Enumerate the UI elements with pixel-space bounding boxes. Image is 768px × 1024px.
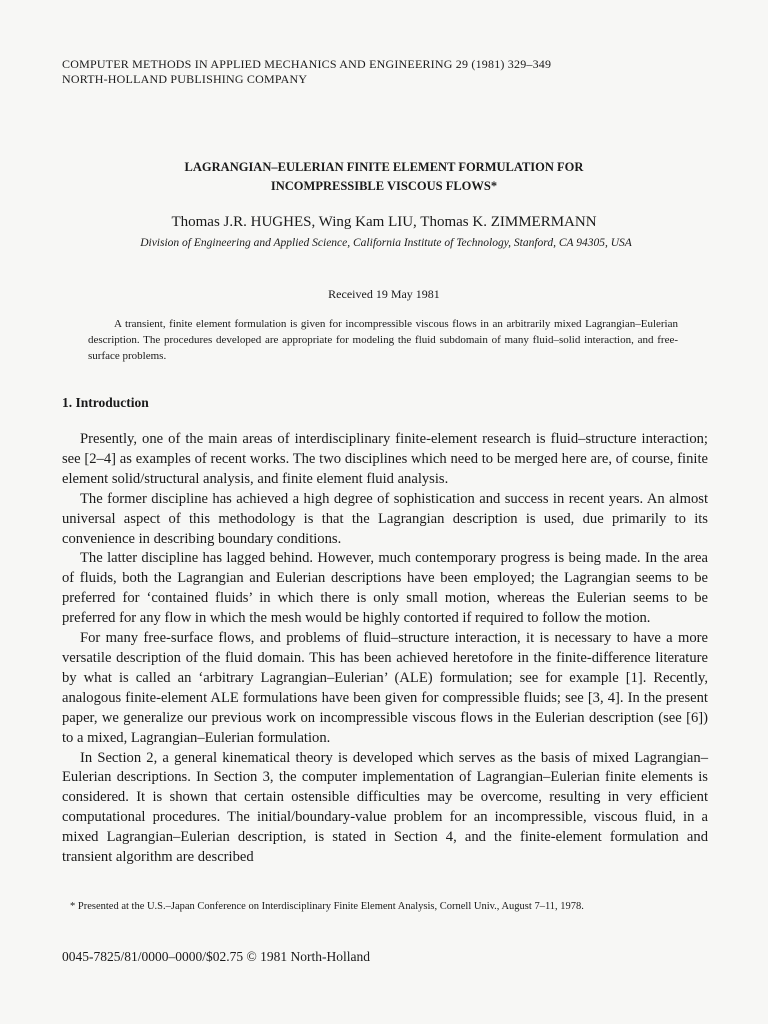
paragraph: The latter discipline has lagged behind. However, much contemporary progress is being made. In the area of fluids, both the Lagrangian and Eulerian descriptions have been employed; the Lagrangian seems to be preferred for ‘contained fluids’ in which there is only small motion, whereas the Eulerian seems to be preferred for any flow in which the mesh would be highly contorted if required to follow the motion. [62, 550, 708, 627]
introduction-body [62, 430, 708, 868]
publisher-header: NORTH-HOLLAND PUBLISHING COMPANY [62, 72, 308, 86]
paragraph: The former discipline has achieved a high degree of sophistication and success in recent years. An almost universal aspect of this methodology is that the Lagrangian description is used, due primarily to its convenience in describing boundary conditions. [62, 490, 708, 547]
paragraph: For many free-surface flows, and problems of fluid–structure interaction, it is necessary to have a more versatile description of the fluid domain. This has been achieved heretofore in the finite-difference literature by what is called an ‘arbitrary Lagrangian–Eulerian’ (ALE) formulation; see for example [1]. Recently, analogous finite-element ALE formulations have been given for compressible fluids; see [3, 4]. In the present paper, we generalize our previous work on incompressible viscous flows in the Eulerian description (see [6]) to a mixed, Lagrangian–Eulerian formulation. [62, 630, 708, 746]
section-heading: 1. Introduction [62, 395, 149, 410]
abstract: A transient, finite element formulation is given for incompressible viscous flows in an arbitrarily mixed Lagrangian–Eulerian description. The procedures developed are appropriate for modeling the fluid subdomain of many fluid–solid interaction, and free-surface problems. [88, 318, 678, 362]
paragraph: Presently, one of the main areas of interdisciplinary finite-element research is fluid–structure interaction; see [2–4] as examples of recent works. The two disciplines which need to be merged here are, of course, finite element solid/structural analysis, and finite element fluid analysis. [62, 431, 708, 487]
affiliation: Division of Engineering and Applied Science, California Institute of Technology, Stanford, CA 94305, USA [140, 237, 632, 249]
paragraph: In Section 2, a general kinematical theory is developed which serves as the basis of mixed Lagrangian–Eulerian descriptions. In Section 3, the computer implementation of Lagrangian–Eulerian finite elements is considered. It is shown that certain ostensible difficulties may be overcome, resulting in very efficient computational procedures. The initial/boundary-value problem for an incompressible, viscous fluid, in a mixed Lagrangian–Eulerian description, is stated in Section 4, and the finite-element formulation and transient algorithm are described [62, 749, 708, 866]
title-line-2: INCOMPRESSIBLE VISCOUS FLOWS* [270, 179, 498, 193]
footnote [62, 900, 708, 914]
title-line-1: LAGRANGIAN–EULERIAN FINITE ELEMENT FORMULATION FOR [184, 160, 584, 174]
footnote-text: * Presented at the U.S.–Japan Conference on Interdisciplinary Finite Element Analysis, Cornell Univ., August 7–11, 1978. [70, 901, 584, 912]
issn-line: 0045-7825/81/0000–0000/$02.75 © 1981 North-Holland [62, 949, 370, 964]
journal-header: COMPUTER METHODS IN APPLIED MECHANICS AND ENGINEERING 29 (1981) 329–349 [62, 57, 552, 71]
authors: Thomas J.R. HUGHES, Wing Kam LIU, Thomas K. ZIMMERMANN [171, 214, 597, 230]
received-date: Received 19 May 1981 [328, 287, 440, 301]
